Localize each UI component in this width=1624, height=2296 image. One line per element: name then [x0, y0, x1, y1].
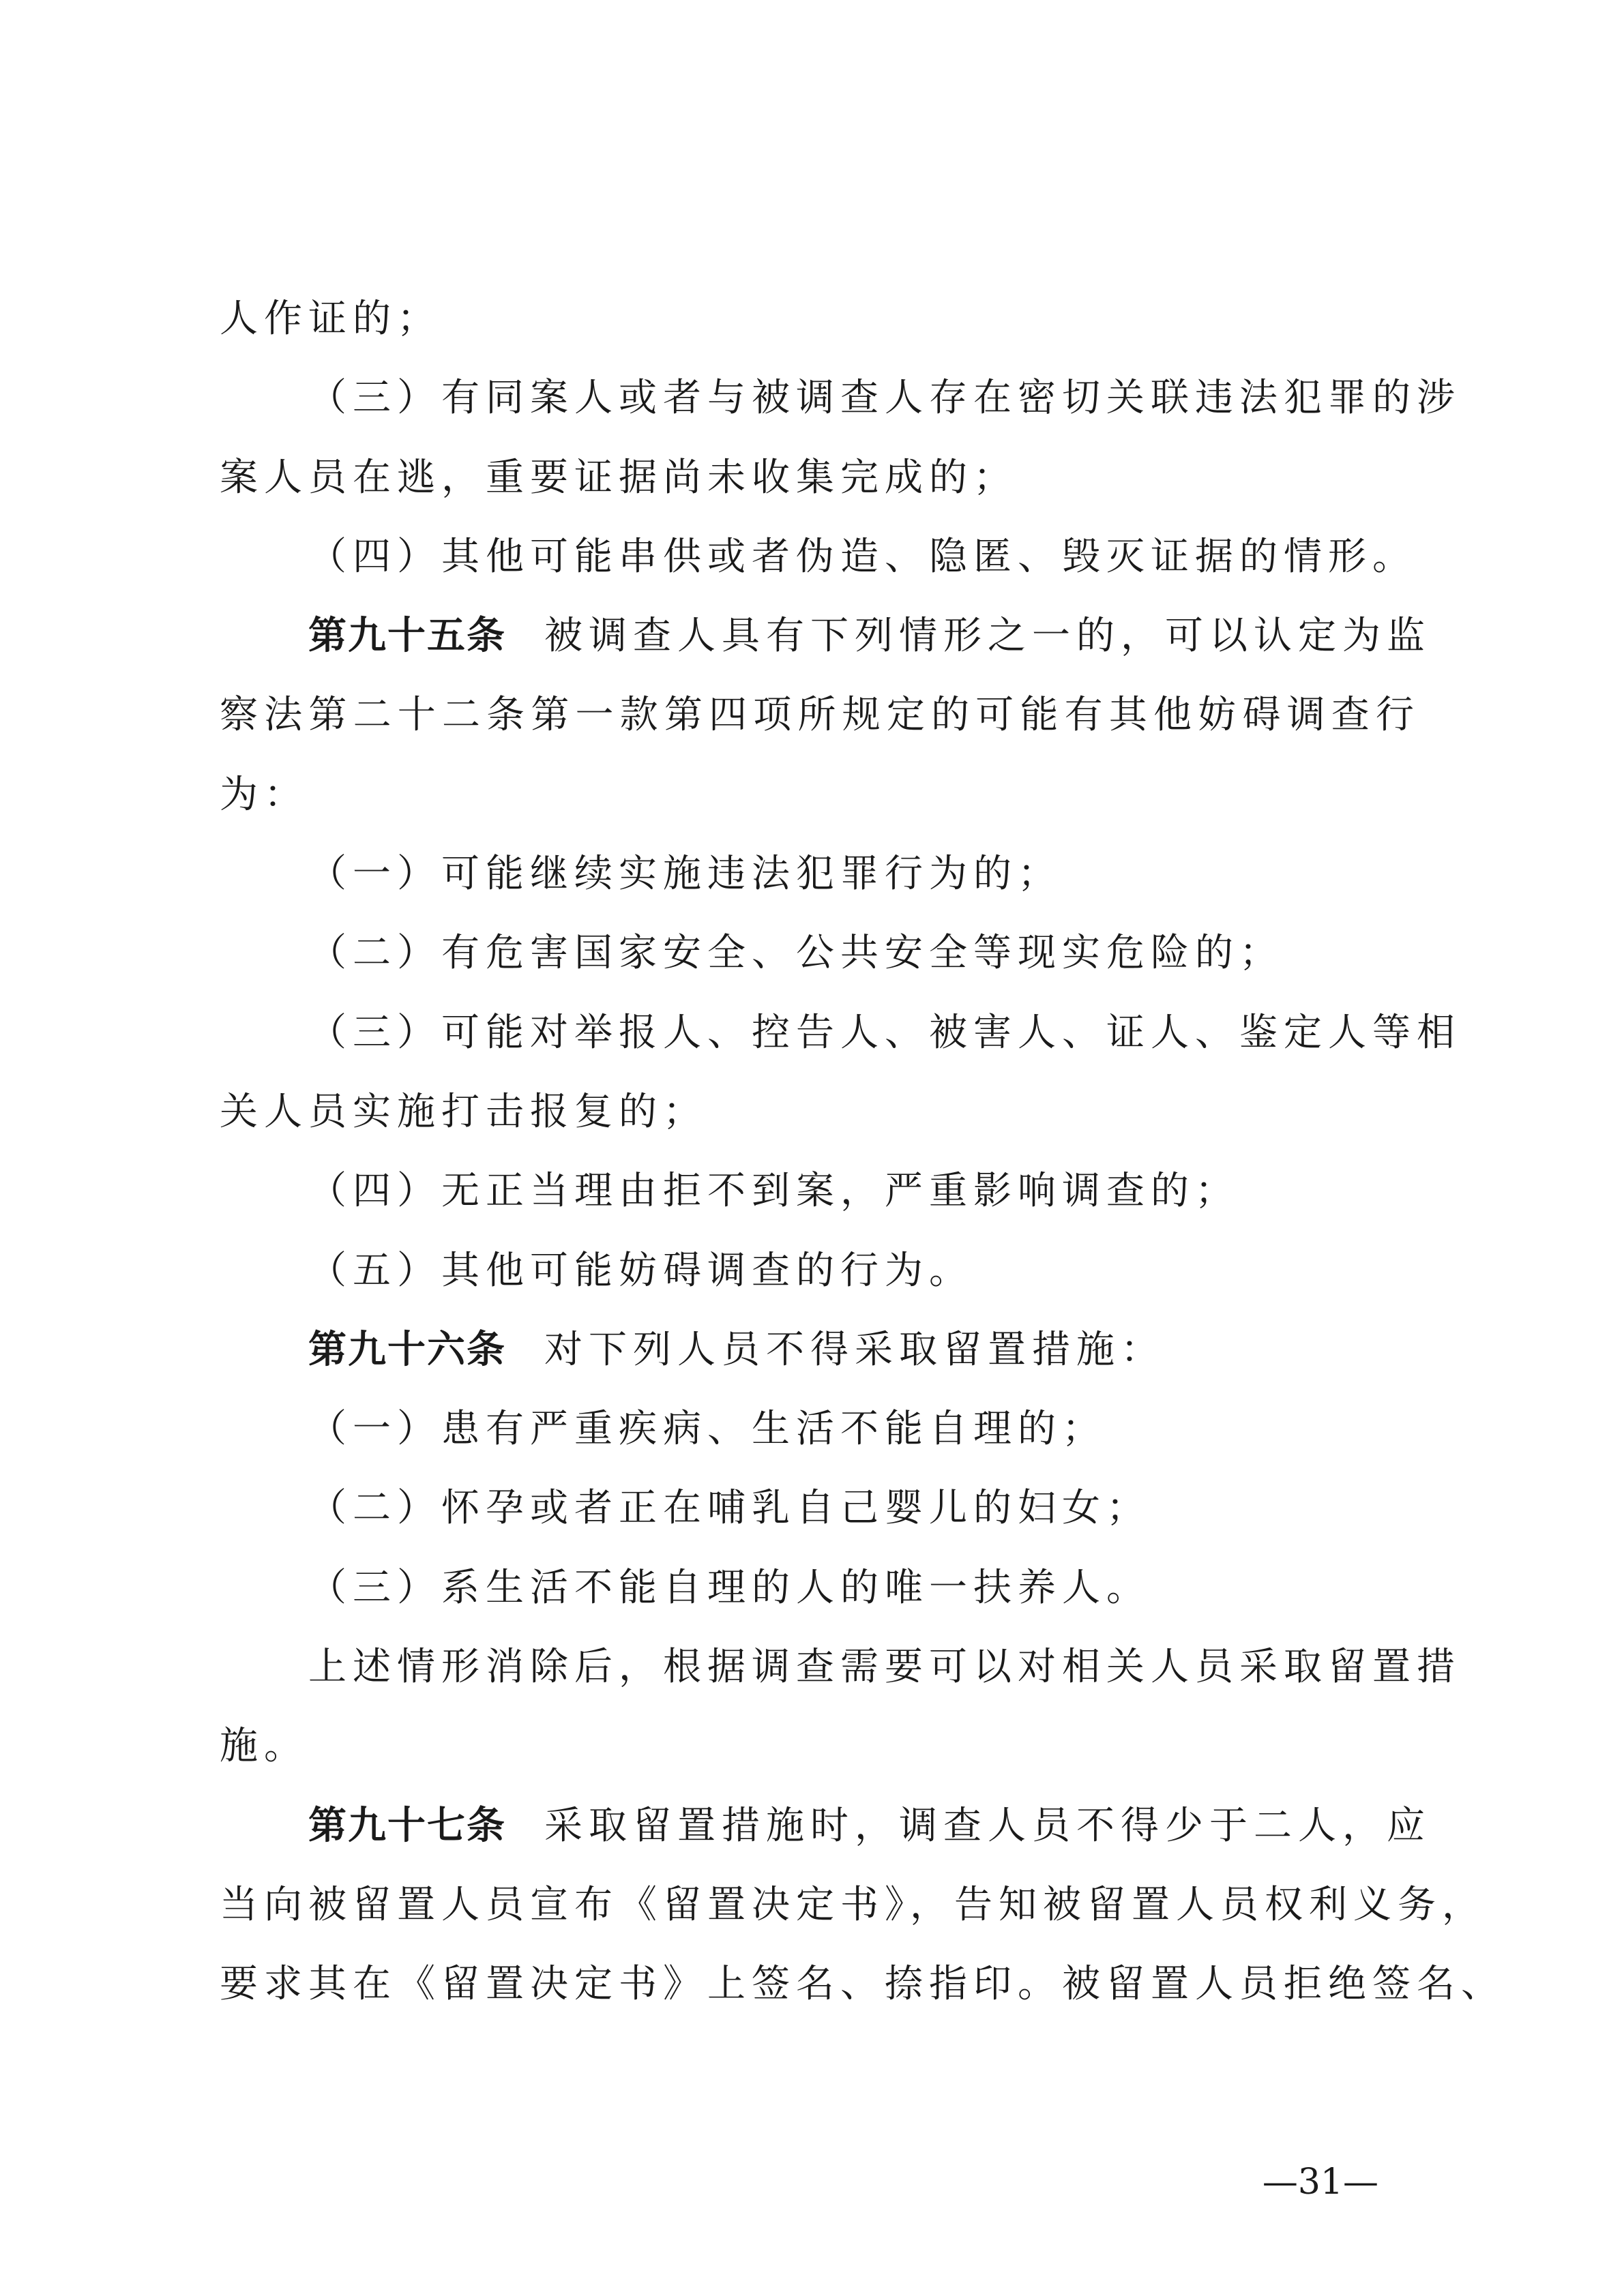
- line-text: 采取留置措施时，调查人员不得少于二人，应: [544, 1803, 1431, 1848]
- line-text: （五）其他可能妨碍调查的行为。: [308, 1248, 973, 1293]
- text-line: [220, 1628, 1461, 1707]
- line-text: 察法第二十二条第一款第四项所规定的可能有其他妨碍调查行: [220, 693, 1420, 738]
- text-line: [220, 756, 1420, 835]
- text-line: [220, 1549, 1420, 1628]
- text-line: [220, 597, 1431, 676]
- line-text: 对下列人员不得采取留置措施：: [544, 1327, 1165, 1372]
- line-text: 为：: [220, 772, 308, 817]
- text-line: [220, 1232, 1420, 1311]
- line-text: 上述情形消除后，根据调查需要可以对相关人员采取留置措: [308, 1645, 1461, 1690]
- line-text: （三）可能对举报人、控告人、被害人、证人、鉴定人等相: [308, 1010, 1461, 1055]
- text-line: [220, 1469, 1420, 1548]
- line-text: 案人员在逃，重要证据尚未收集完成的；: [220, 455, 1018, 500]
- text-line: [220, 1390, 1420, 1469]
- article-heading: 第九十五条: [308, 614, 506, 659]
- line-text: （四）其他可能串供或者伪造、隐匿、毁灭证据的情形。: [308, 534, 1417, 579]
- line-text: 要求其在《留置决定书》上签名、捺指印。被留置人员拒绝签名、: [220, 1962, 1505, 2007]
- line-text: （三）有同案人或者与被调查人存在密切关联违法犯罪的涉: [308, 376, 1461, 421]
- text-line: [220, 1707, 1420, 1786]
- line-text: （一）患有严重疾病、生活不能自理的；: [308, 1407, 1106, 1452]
- text-line: [220, 994, 1461, 1073]
- text-line: [220, 438, 1420, 518]
- line-text: （二）怀孕或者正在哺乳自己婴儿的妇女；: [308, 1486, 1151, 1531]
- line-text: （四）无正当理由拒不到案，严重影响调查的；: [308, 1169, 1239, 1214]
- text-line: [220, 1311, 1420, 1390]
- text-line: [220, 835, 1420, 914]
- text-line: [220, 1787, 1431, 1866]
- line-text: 施。: [220, 1724, 308, 1769]
- text-line: [220, 914, 1420, 993]
- text-line: [220, 518, 1420, 597]
- line-text: （二）有危害国家安全、公共安全等现实危险的；: [308, 931, 1284, 976]
- text-line: [220, 676, 1420, 755]
- line-text: 被调查人具有下列情形之一的，可以认定为监: [544, 614, 1431, 659]
- line-text: （三）系生活不能自理的人的唯一扶养人。: [308, 1565, 1151, 1610]
- line-text: 当向被留置人员宣布《留置决定书》，告知被留置人员权利义务，: [220, 1882, 1486, 1927]
- line-text: 人作证的；: [220, 297, 441, 341]
- text-line: [220, 1152, 1420, 1231]
- text-line: [220, 1866, 1486, 1945]
- line-text: （一）可能继续实施违法犯罪行为的；: [308, 852, 1062, 897]
- text-line: [220, 359, 1461, 438]
- text-line: [220, 1073, 1420, 1152]
- page-number: —31—: [1262, 2162, 1378, 2203]
- line-text: 关人员实施打击报复的；: [220, 1089, 707, 1134]
- body-text: [220, 280, 1505, 2025]
- text-line: [220, 280, 1420, 359]
- text-line: [220, 1945, 1505, 2024]
- article-heading: 第九十六条: [308, 1327, 506, 1372]
- article-heading: 第九十七条: [308, 1803, 506, 1848]
